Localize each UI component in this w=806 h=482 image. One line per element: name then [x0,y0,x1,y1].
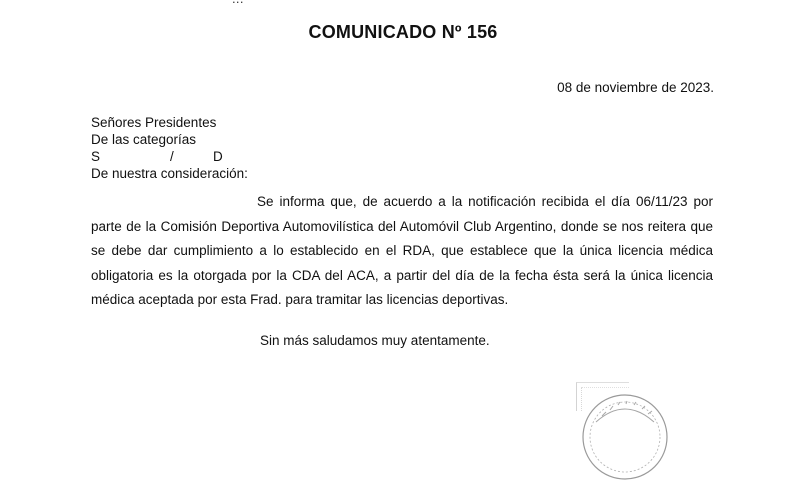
recipients-block [91,114,291,182]
body-paragraph: Se informa que, de acuerdo a la notificación recibida el día 06/11/23 por parte de la Comisión Deportiva Automovilística del Automóvil Club Argentino, donde se nos reitera que se debe dar cumplimiento a lo establecido en el RDA, que establece que la única licencia médica obligatoria es la otorgada por la CDA del ACA, a partir del día de la fecha ésta será la única licencia médica aceptada por esta Frad. para tramitar las licencias deportivas. [91,194,713,307]
document-title: COMUNICADO Nº 156 [308,22,498,42]
recipient-line-presidents: Señores Presidentes [91,115,217,130]
recipient-line-sd [91,148,291,165]
recipient-slash: / [170,149,174,164]
seal-stamp-icon [580,392,670,482]
recipient-d: D [213,149,223,164]
recipient-s: S [91,149,101,164]
document-date: 08 de noviembre de 2023. [557,80,714,95]
greeting-line: De nuestra consideración: [91,166,248,181]
cropped-header-text [232,0,244,6]
closing-line: Sin más saludamos muy atentamente. [260,333,490,348]
recipient-line-categories: De las categorías [91,132,197,147]
